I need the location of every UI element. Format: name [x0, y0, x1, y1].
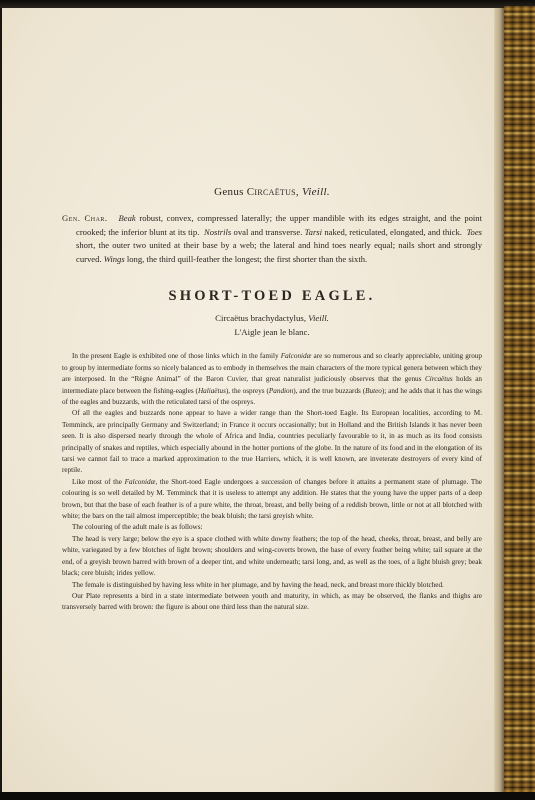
beak-text: robust, convex, compressed laterally; the upper mandible with its edges straight, and the point crooked; the inferior blunt at its tip.	[76, 213, 482, 237]
genus-name: Circaëtus	[246, 186, 296, 198]
scan-border-bottom	[0, 792, 535, 800]
wings-text: long, the third quill-feather the longest; the first shorter than the sixth.	[124, 253, 368, 264]
gilt-book-edge	[504, 6, 535, 796]
p1-buteo: Buteo	[365, 386, 382, 395]
paragraph-7: Our Plate represents a bird in a state intermediate between youth and maturity, in which, as may be observed, the flanks and thighs are transversely barred with brown: the figure is about one third less than the natural size.	[62, 591, 482, 612]
paragraph-5: The head is very large; below the eye is a space clothed with white downy feathers; the top of the head, cheeks, throat, breast, and belly are white, variegated by a few blotches of light brown; shoulders and wing-coverts brown, the base of every feather being white; tail square at the end, of a greyish brown barred with brown of a deeper tint, and white underneath; tarsi long, and, as well as the toes, of a light bluish grey; beak black; cere bluish; irides yellow.	[62, 534, 482, 578]
latin-binomial: Circaëtus brachydactylus,	[215, 313, 309, 324]
beak-term: Beak	[118, 213, 136, 223]
nostrils-term: Nostrils	[204, 226, 232, 237]
tarsi-text: naked, reticulated, elongated, and thick.	[322, 226, 462, 237]
genus-comma: ,	[295, 186, 303, 198]
toes-text: short, the outer two united at their base by a web; the lateral and hind toes nearly equal; nails short and strongly curved.	[76, 240, 482, 264]
wings-term: Wings	[103, 253, 125, 264]
p1-falconidae: Falconidæ	[280, 352, 312, 361]
tarsi-term: Tarsi	[304, 226, 323, 237]
page-gutter	[494, 8, 504, 792]
page-content	[62, 186, 482, 614]
species-title: SHORT-TOED EAGLE.	[168, 288, 376, 305]
description-body	[62, 351, 482, 613]
paragraph-1	[62, 351, 482, 408]
paragraph-6: The female is distinguished by having less white in her plumage, and by having the head, neck, and breast more thickly blotched.	[72, 580, 444, 589]
p1-text-e: ), and the true buzzards (	[293, 386, 366, 395]
latin-authority: Vieill.	[308, 313, 329, 324]
p1-text-a: In the present Eagle is exhibited one of those links which in the family	[72, 352, 281, 361]
paragraph-3	[62, 477, 482, 523]
p3-text-a: Like most of the	[72, 477, 125, 486]
paragraph-2: Of all the eagles and buzzards none appear to have a wider range than the Short-toed Eagle. Its European localities, according to M. Temminck, are principally Germany and Switzerland; in France it occurs occasionally; but in Holland and the British Islands it has never been seen. It is also dispersed nearly through the whole of Africa and India, countries peculiarly favourable to it, in as much as its food consists principally of snakes and reptiles, which especially abound in the hotter portions of the globe. In the nature of its food and in the elongation of its tarsi we cannot fail to trace a marked approximation to the true Harriers, which, it is well known, are inveterate destroyers of every kind of reptile.	[62, 409, 482, 475]
p1-text-f: ); and he adds that it has the wings of the eagles and buzzards, with the reticulated tarsi of the ospreys.	[62, 386, 482, 406]
paragraph-4: The colouring of the adult male is as follows:	[72, 523, 203, 532]
p1-pandion: Pandion	[268, 386, 294, 395]
nostrils-text: oval and transverse.	[231, 226, 303, 237]
genus-authority: Vieill.	[302, 186, 330, 198]
latin-name	[62, 313, 482, 323]
p1-circaetus: Circaëtus	[424, 375, 453, 384]
genus-heading	[62, 186, 482, 198]
p3-text-b: , the Short-toed Eagle undergoes a succession of changes before it attains a permanent state of plumage. The colouring is so well detailed by M. Temminck that it is useless to attempt any addition. He states that the young have the upper parts of a deep brown, but that the base of each feather is of a pure white, the throat, breast, and belly being of a reddish brown, little or not at all blotched with white; the bars on the tail almost imperceptible; the beak bluish; the tarsi greyish white.	[62, 477, 483, 521]
genus-prefix: Genus	[214, 186, 247, 198]
p1-text-b: are so numerous and so clearly appreciable, uniting group to group by intermediate forms so nicely balanced as to embody in themselves the main characters of the more typical genera between which they are interposed. In the “Règne Animal” of the Baron Cuvier, that great naturalist judiciously observes that the genus	[62, 352, 482, 384]
p3-falconidae: Falconidæ	[124, 477, 156, 486]
toes-term: Toes	[466, 226, 483, 237]
p1-text-c: holds an intermediate place between the fishing-eagles (	[62, 375, 482, 395]
p1-haliaetus: Haliaëtus	[197, 386, 226, 395]
french-name: L'Aigle jean le blanc.	[234, 327, 310, 338]
book-page	[2, 8, 494, 792]
p1-text-d: ), the ospreys (	[225, 386, 269, 395]
gen-char-label: Gen. Char.	[62, 213, 108, 223]
generic-character	[62, 212, 482, 266]
scan-border-top	[0, 0, 535, 8]
